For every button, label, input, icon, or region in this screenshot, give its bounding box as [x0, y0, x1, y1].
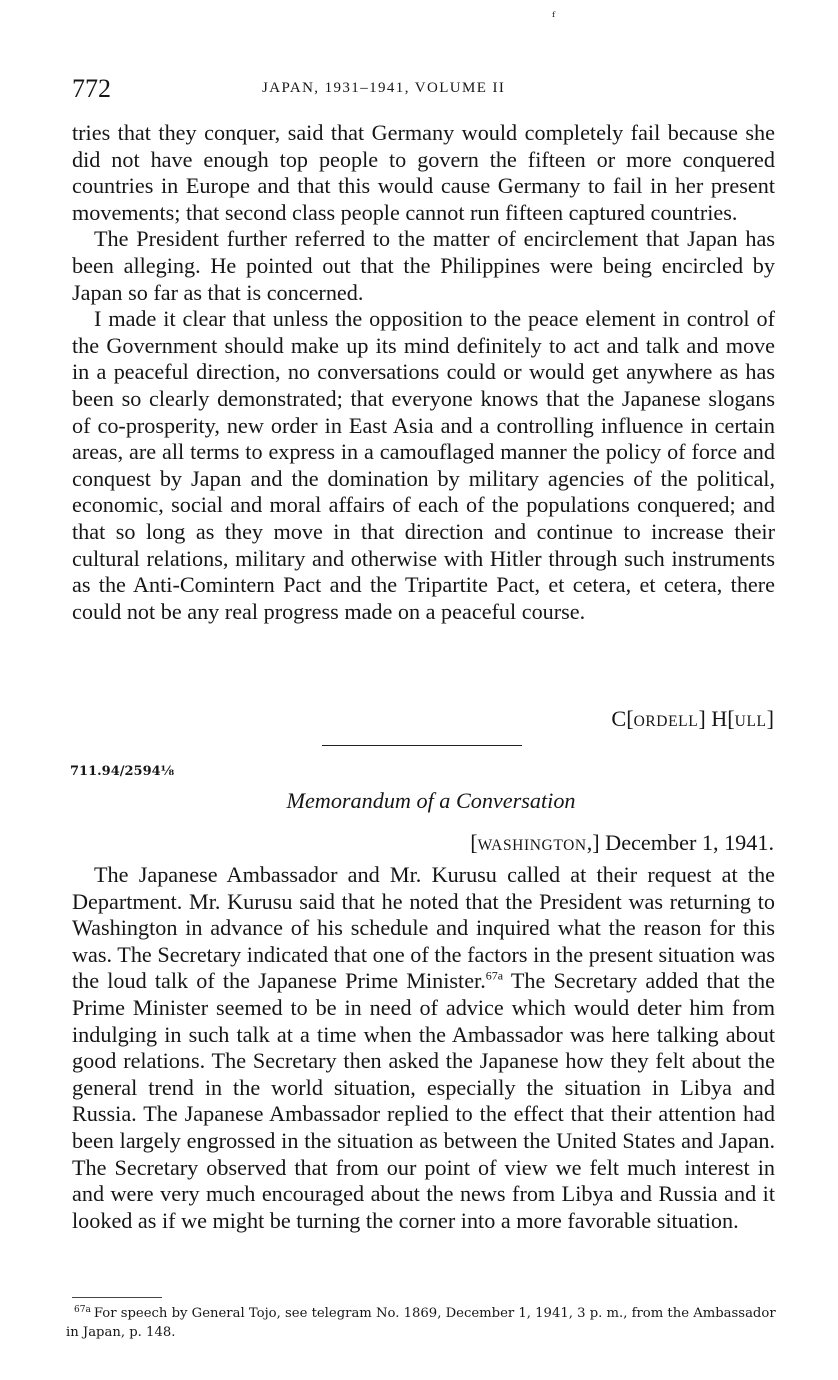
footnote-reference[interactable]: 67a — [485, 968, 504, 983]
running-title: JAPAN, 1931–1941, VOLUME II — [262, 80, 506, 96]
footnote-text: For speech by General Tojo, see telegram No. 1869, December 1, 1941, 3 p. m., from the Ambassador in Japan, p. 148. — [66, 1306, 776, 1340]
section-divider — [322, 745, 522, 746]
paragraph: The President further referred to the matter of encirclement that Japan has been alleging. He pointed out that the Philippines were being encircled by Japan so far as that is concerned. — [72, 226, 775, 305]
file-number: 711.94/2594⅛ — [70, 764, 175, 779]
paragraph: tries that they conquer, said that Germany would completely fail because she did not have enough top people to govern the fifteen or more conquered countries in Europe and that this would cause Germany to fail in her present movements; that second class people cannot run fifteen captured countries. — [72, 120, 775, 225]
dateline: [WASHINGTON,] December 1, 1941. — [470, 830, 774, 855]
running-header — [72, 74, 792, 104]
document-title: Memorandum of a Conversation — [286, 788, 576, 813]
footnote-divider — [72, 1297, 162, 1298]
footnote — [66, 1305, 778, 1342]
signature: C[ORDELL] H[ULL] — [611, 706, 774, 731]
paragraph: The Japanese Ambassador and Mr. Kurusu called at their request at the Department. Mr. Kurusu said that he noted that the President was returning to Washington in advance of his schedule and inquired what the reason for this was. The Secretary indicated that one of the factors in the present situation was the loud talk of the Japanese Prime Minister.$^{67a}$ The Secretary added that the Prime Minister seemed to be in need of advice which would deter him from indulging in such talk at a time when the Ambassador was here talking about good relations. The Secretary then asked the Japanese how they felt about the general trend in the world situation, especially the situation in Libya and Russia. The Japanese Ambassador replied to the effect that their attention had been largely engrossed in the situation as between the United States and Japan. The Secretary observed that from our point of view we felt much interest in and were very much encouraged about the news from Libya and Russia and it looked as if we might be turning the corner into a more favorable situation. — [72, 862, 775, 1233]
section-1-body — [72, 120, 775, 625]
footnote-mark: 67a — [74, 1304, 91, 1315]
paragraph: I made it clear that unless the opposition to the peace element in control of the Government should make up its mind definitely to act and talk and move in a peaceful direction, no conversations could or would get anywhere as has been so clearly demonstrated; that everyone knows that the Japanese slogans of co-prosperity, new order in East Asia and a controlling influence in certain areas, are all terms to express in a camouflaged manner the policy of force and conquest by Japan and the domination by military agencies of the political, economic, social and moral affairs of each of the populations conquered; and that so long as they move in that direction and continue to increase their cultural relations, military and otherwise with Hitler through such instruments as the Anti-Comintern Pact and the Tripartite Pact, et cetera, et cetera, there could not be any real progress made on a peaceful course. — [72, 306, 775, 624]
page-number: 772 — [72, 74, 111, 103]
stray-mark: ᶠ — [552, 10, 555, 25]
section-2-body — [72, 862, 775, 1234]
